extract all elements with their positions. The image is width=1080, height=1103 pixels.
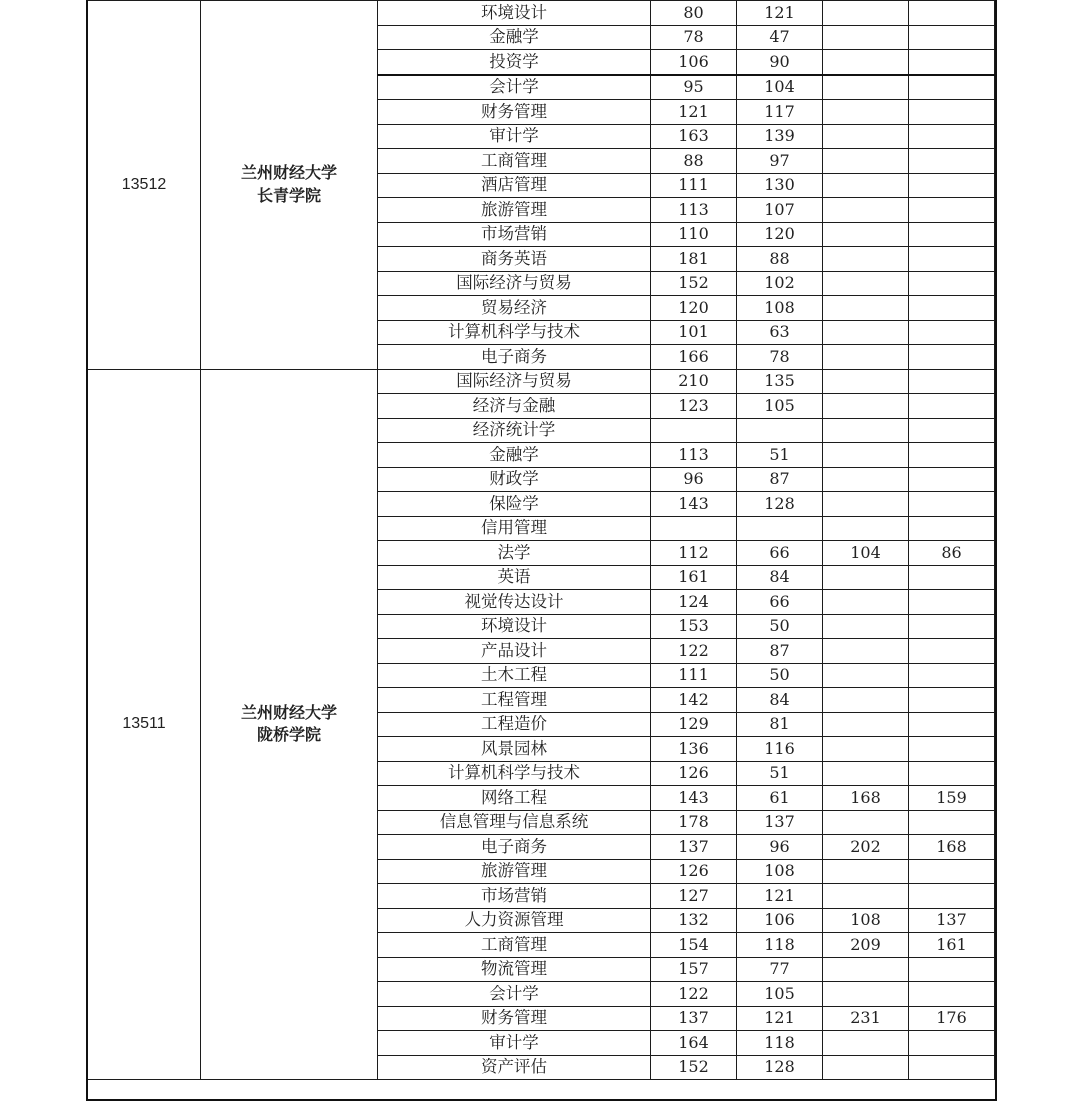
score-col-4: 168 <box>909 835 995 860</box>
score-col-2: 118 <box>737 933 823 958</box>
major-name: 计算机科学与技术 <box>378 320 651 345</box>
major-name: 网络工程 <box>378 786 651 811</box>
major-name: 工商管理 <box>378 149 651 174</box>
major-name: 投资学 <box>378 50 651 75</box>
score-col-3 <box>823 198 909 223</box>
score-col-4 <box>909 1 995 26</box>
score-col-3 <box>823 957 909 982</box>
score-col-3 <box>823 884 909 909</box>
score-col-2: 50 <box>737 663 823 688</box>
score-col-1: 80 <box>651 1 737 26</box>
score-table <box>87 0 995 1080</box>
score-col-3: 108 <box>823 908 909 933</box>
score-col-2: 87 <box>737 467 823 492</box>
score-col-3 <box>823 418 909 443</box>
score-col-3 <box>823 565 909 590</box>
score-col-1: 166 <box>651 345 737 370</box>
major-name: 金融学 <box>378 443 651 468</box>
score-col-4 <box>909 247 995 272</box>
score-col-3 <box>823 369 909 394</box>
score-col-4 <box>909 614 995 639</box>
major-name: 工商管理 <box>378 933 651 958</box>
score-col-3 <box>823 614 909 639</box>
score-col-2: 84 <box>737 565 823 590</box>
score-col-2: 116 <box>737 737 823 762</box>
score-col-3 <box>823 296 909 321</box>
institution-code: 13512 <box>88 1 201 370</box>
score-col-4 <box>909 418 995 443</box>
score-col-2 <box>737 418 823 443</box>
institution-name <box>201 369 378 1080</box>
score-col-3 <box>823 810 909 835</box>
score-col-1: 154 <box>651 933 737 958</box>
score-col-4 <box>909 50 995 75</box>
major-name: 英语 <box>378 565 651 590</box>
score-col-4 <box>909 443 995 468</box>
score-col-1: 143 <box>651 492 737 517</box>
score-col-2: 77 <box>737 957 823 982</box>
score-col-4: 159 <box>909 786 995 811</box>
score-col-3 <box>823 149 909 174</box>
score-col-4 <box>909 1031 995 1056</box>
major-name: 会计学 <box>378 982 651 1007</box>
institution-name-line1: 兰州财经大学 <box>240 163 337 183</box>
score-col-4 <box>909 345 995 370</box>
table-row <box>88 369 995 394</box>
score-col-4 <box>909 1055 995 1080</box>
score-col-1: 152 <box>651 1055 737 1080</box>
score-col-3 <box>823 663 909 688</box>
major-name: 人力资源管理 <box>378 908 651 933</box>
score-col-3 <box>823 320 909 345</box>
score-col-3 <box>823 124 909 149</box>
major-name: 国际经济与贸易 <box>378 271 651 296</box>
score-col-1: 161 <box>651 565 737 590</box>
major-name: 商务英语 <box>378 247 651 272</box>
major-name: 财务管理 <box>378 1006 651 1031</box>
score-col-2: 139 <box>737 124 823 149</box>
major-name: 贸易经济 <box>378 296 651 321</box>
score-col-3 <box>823 761 909 786</box>
score-col-3 <box>823 75 909 100</box>
score-col-4 <box>909 565 995 590</box>
score-col-2: 118 <box>737 1031 823 1056</box>
score-col-1 <box>651 418 737 443</box>
score-col-1: 129 <box>651 712 737 737</box>
score-col-2: 97 <box>737 149 823 174</box>
major-name: 旅游管理 <box>378 198 651 223</box>
score-col-4 <box>909 761 995 786</box>
score-col-4 <box>909 25 995 50</box>
score-col-4 <box>909 222 995 247</box>
score-col-3 <box>823 25 909 50</box>
score-col-3 <box>823 1055 909 1080</box>
score-col-1: 126 <box>651 859 737 884</box>
major-name: 电子商务 <box>378 835 651 860</box>
institution-name-line2: 陇桥学院 <box>256 725 321 745</box>
institution-name-line1: 兰州财经大学 <box>240 702 337 722</box>
score-col-3: 168 <box>823 786 909 811</box>
score-col-3 <box>823 173 909 198</box>
score-col-2: 105 <box>737 394 823 419</box>
score-col-1: 78 <box>651 25 737 50</box>
major-name: 视觉传达设计 <box>378 590 651 615</box>
score-col-3: 202 <box>823 835 909 860</box>
major-name: 国际经济与贸易 <box>378 369 651 394</box>
score-col-2: 105 <box>737 982 823 1007</box>
score-col-1: 157 <box>651 957 737 982</box>
score-col-4 <box>909 590 995 615</box>
score-col-4 <box>909 639 995 664</box>
score-col-1: 106 <box>651 50 737 75</box>
score-col-1: 132 <box>651 908 737 933</box>
score-col-4 <box>909 369 995 394</box>
score-col-3 <box>823 345 909 370</box>
score-col-3 <box>823 492 909 517</box>
score-col-1: 143 <box>651 786 737 811</box>
institution-code: 13511 <box>88 369 201 1080</box>
major-name: 环境设计 <box>378 1 651 26</box>
score-col-2: 108 <box>737 859 823 884</box>
major-name: 旅游管理 <box>378 859 651 884</box>
major-name: 信用管理 <box>378 516 651 541</box>
score-col-2: 121 <box>737 1 823 26</box>
score-col-1: 88 <box>651 149 737 174</box>
major-name: 工程管理 <box>378 688 651 713</box>
score-col-4: 137 <box>909 908 995 933</box>
score-col-2: 121 <box>737 884 823 909</box>
score-col-4 <box>909 663 995 688</box>
major-name: 资产评估 <box>378 1055 651 1080</box>
score-col-4 <box>909 394 995 419</box>
score-col-2: 81 <box>737 712 823 737</box>
score-col-4 <box>909 957 995 982</box>
major-name: 工程造价 <box>378 712 651 737</box>
score-col-1: 127 <box>651 884 737 909</box>
major-name: 审计学 <box>378 1031 651 1056</box>
score-col-3 <box>823 639 909 664</box>
score-col-2: 63 <box>737 320 823 345</box>
score-col-3 <box>823 100 909 125</box>
score-col-2: 130 <box>737 173 823 198</box>
score-col-2: 87 <box>737 639 823 664</box>
score-col-3 <box>823 394 909 419</box>
score-col-3 <box>823 1031 909 1056</box>
score-col-2: 137 <box>737 810 823 835</box>
score-col-4 <box>909 492 995 517</box>
score-col-1: 122 <box>651 639 737 664</box>
score-col-1: 163 <box>651 124 737 149</box>
major-name: 信息管理与信息系统 <box>378 810 651 835</box>
score-col-1: 178 <box>651 810 737 835</box>
score-col-3 <box>823 712 909 737</box>
major-name: 法学 <box>378 541 651 566</box>
score-col-3 <box>823 247 909 272</box>
score-col-4 <box>909 198 995 223</box>
score-col-4 <box>909 884 995 909</box>
score-col-1: 142 <box>651 688 737 713</box>
score-col-4 <box>909 271 995 296</box>
score-col-1: 95 <box>651 75 737 100</box>
score-col-3: 231 <box>823 1006 909 1031</box>
score-col-4 <box>909 982 995 1007</box>
score-col-3 <box>823 443 909 468</box>
score-col-1: 153 <box>651 614 737 639</box>
score-col-2: 66 <box>737 541 823 566</box>
score-col-2: 88 <box>737 247 823 272</box>
score-col-2: 117 <box>737 100 823 125</box>
institution-name <box>201 1 378 370</box>
major-name: 市场营销 <box>378 884 651 909</box>
score-col-2: 96 <box>737 835 823 860</box>
score-col-4 <box>909 173 995 198</box>
score-col-3 <box>823 590 909 615</box>
score-col-3 <box>823 516 909 541</box>
score-col-4 <box>909 737 995 762</box>
score-col-2: 121 <box>737 1006 823 1031</box>
score-col-3 <box>823 982 909 1007</box>
score-col-1: 126 <box>651 761 737 786</box>
score-col-2: 102 <box>737 271 823 296</box>
score-col-1: 111 <box>651 173 737 198</box>
score-col-1: 101 <box>651 320 737 345</box>
score-col-4 <box>909 100 995 125</box>
score-col-2: 135 <box>737 369 823 394</box>
table-body <box>88 1 995 1080</box>
major-name: 酒店管理 <box>378 173 651 198</box>
major-name: 保险学 <box>378 492 651 517</box>
score-col-4 <box>909 296 995 321</box>
score-col-2: 107 <box>737 198 823 223</box>
score-col-1: 113 <box>651 443 737 468</box>
score-col-2: 50 <box>737 614 823 639</box>
score-col-2: 84 <box>737 688 823 713</box>
score-col-3 <box>823 50 909 75</box>
score-col-1: 110 <box>651 222 737 247</box>
score-col-4: 86 <box>909 541 995 566</box>
score-col-4 <box>909 516 995 541</box>
score-col-2: 51 <box>737 443 823 468</box>
major-name: 审计学 <box>378 124 651 149</box>
score-col-3 <box>823 737 909 762</box>
score-col-3 <box>823 222 909 247</box>
score-col-4 <box>909 149 995 174</box>
score-col-3 <box>823 1 909 26</box>
major-name: 物流管理 <box>378 957 651 982</box>
score-col-1: 120 <box>651 296 737 321</box>
major-name: 经济与金融 <box>378 394 651 419</box>
major-name: 风景园林 <box>378 737 651 762</box>
score-col-2: 106 <box>737 908 823 933</box>
score-col-3 <box>823 271 909 296</box>
table-row <box>88 1 995 26</box>
major-name: 市场营销 <box>378 222 651 247</box>
score-col-1: 210 <box>651 369 737 394</box>
score-col-4 <box>909 467 995 492</box>
score-col-4 <box>909 859 995 884</box>
score-col-2: 128 <box>737 1055 823 1080</box>
score-col-1: 136 <box>651 737 737 762</box>
score-col-2: 47 <box>737 25 823 50</box>
score-col-3: 104 <box>823 541 909 566</box>
score-col-2: 104 <box>737 75 823 100</box>
score-col-2: 66 <box>737 590 823 615</box>
score-col-4 <box>909 320 995 345</box>
score-col-4 <box>909 712 995 737</box>
score-col-1: 164 <box>651 1031 737 1056</box>
score-col-3 <box>823 859 909 884</box>
score-col-1: 113 <box>651 198 737 223</box>
score-col-4 <box>909 810 995 835</box>
score-col-1: 112 <box>651 541 737 566</box>
score-col-2 <box>737 516 823 541</box>
major-name: 经济统计学 <box>378 418 651 443</box>
score-col-4 <box>909 688 995 713</box>
score-col-2: 108 <box>737 296 823 321</box>
score-col-1 <box>651 516 737 541</box>
score-col-1: 111 <box>651 663 737 688</box>
score-col-4: 176 <box>909 1006 995 1031</box>
score-col-1: 96 <box>651 467 737 492</box>
major-name: 财务管理 <box>378 100 651 125</box>
score-col-1: 181 <box>651 247 737 272</box>
major-name: 财政学 <box>378 467 651 492</box>
score-col-2: 120 <box>737 222 823 247</box>
major-name: 会计学 <box>378 75 651 100</box>
score-col-4 <box>909 124 995 149</box>
score-col-1: 124 <box>651 590 737 615</box>
score-col-2: 61 <box>737 786 823 811</box>
score-col-1: 121 <box>651 100 737 125</box>
score-col-4: 161 <box>909 933 995 958</box>
major-name: 产品设计 <box>378 639 651 664</box>
major-name: 土木工程 <box>378 663 651 688</box>
score-col-2: 51 <box>737 761 823 786</box>
score-col-1: 152 <box>651 271 737 296</box>
score-col-2: 128 <box>737 492 823 517</box>
major-name: 电子商务 <box>378 345 651 370</box>
score-col-1: 137 <box>651 835 737 860</box>
score-col-3: 209 <box>823 933 909 958</box>
major-name: 计算机科学与技术 <box>378 761 651 786</box>
score-col-1: 137 <box>651 1006 737 1031</box>
score-col-2: 78 <box>737 345 823 370</box>
score-col-1: 122 <box>651 982 737 1007</box>
institution-name-line2: 长青学院 <box>256 185 321 205</box>
score-col-3 <box>823 467 909 492</box>
score-col-4 <box>909 75 995 100</box>
major-name: 环境设计 <box>378 614 651 639</box>
score-col-1: 123 <box>651 394 737 419</box>
score-col-3 <box>823 688 909 713</box>
score-col-2: 90 <box>737 50 823 75</box>
major-name: 金融学 <box>378 25 651 50</box>
